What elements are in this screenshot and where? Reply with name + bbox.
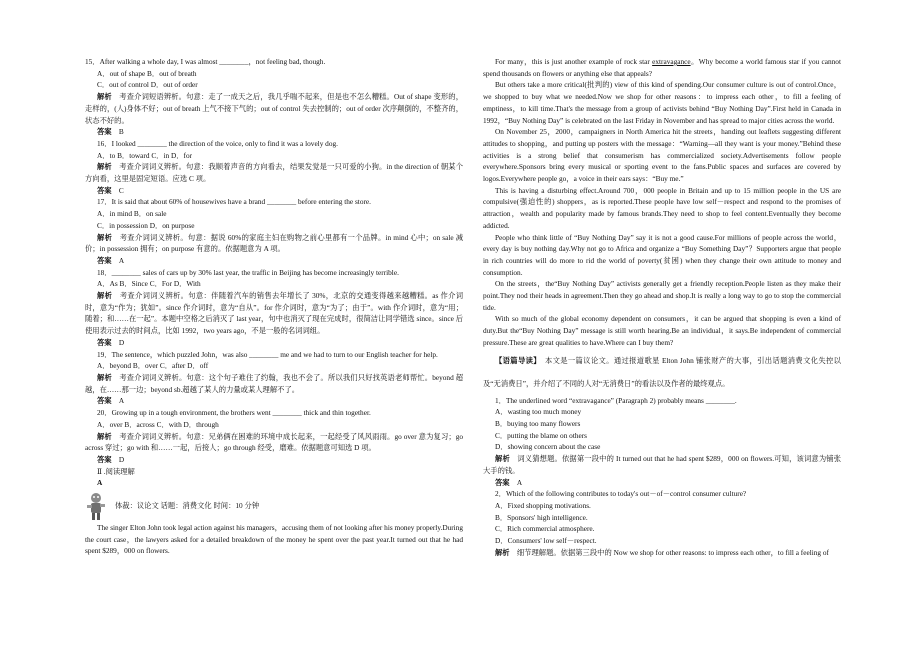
q17-options-2: C．in possession D．on purpose bbox=[97, 220, 195, 230]
q18-options: A．As B．Since C．For D．With bbox=[97, 279, 201, 289]
q15-explanation bbox=[85, 91, 463, 126]
rq1-explanation bbox=[483, 453, 841, 476]
explanation-text: 考查介词词义辨析。句意：伴随着汽车的销售去年增长了 30%，北京的交通变得越来越糟糕。as 作介词时，意为“作为；犹如”。since 作介词时，意为“自从”。for 作介词时，意为“为了；由于”。with 作介词时，意为“用；随着；和……在一起”。本题中空格之后消灭了 last year，句中也消灭了现在完成时，很简洁让同学错选 since。since 后使用表示过去的时间点，比如 1992，two years ago，不是一般的名词词组。 bbox=[85, 291, 463, 336]
passage-paragraph-5: This is having a disturbing effect.Around 700，000 people in Britain and up to 15 million people in the US are compulsive(强迫性的) shoppers，as is reported.These people have low self－respect and respond to the promises of attraction，wealth and popularity made by famous brands.They need to shop to feel content.Eventually they become addicted. bbox=[483, 185, 841, 230]
passage-paragraph-6: People who think little of “Buy Nothing Day” say it is not a good cause.For millions of people across the world，every day is buy nothing day.Why not go to Africa and organize a “Buy Something Day”？Supporters argue that people in rich countries will do more to rid the world of poverty(贫困) when they change their own attitude to money and consumption. bbox=[483, 232, 841, 277]
passage-header bbox=[85, 491, 463, 521]
explanation-text: 考查介词短语辨析。句意：走了一成天之后，我几乎喘不起来，但是也不怎么糟糕。Out of shape 变形的，走样的，(人)身体不好；out of breath 上气不接下气的；out of control 失去控制的；out of order 次序颠倒的，不整齐的，状态不好的。 bbox=[85, 92, 464, 125]
explanation-label: 解析 bbox=[97, 431, 112, 441]
left-column bbox=[85, 56, 463, 557]
rq1-option-b: B．buying too many flowers bbox=[495, 418, 581, 428]
explanation-text: 考查介词词义辨析。句意：这个句子难住了约翰，我也不会了。所以我们只好找英语老师帮忙。beyond 超越，在……那一边；beyond sb.超越了某人的力量或某人理解不了。 bbox=[85, 372, 463, 394]
section-title: Ⅱ .阅读理解 bbox=[97, 466, 135, 476]
answer-label: 答案 bbox=[495, 477, 510, 487]
explanation-label: 解析 bbox=[97, 232, 113, 242]
q19-stem: 19．The sentence，which puzzled John，was also ________ me and we had to turn to our English teacher for help. bbox=[97, 349, 438, 359]
discourse-guide bbox=[483, 349, 841, 395]
guide-text: 本文是一篇议论文。通过报道歌星 Elton John 铺张财产的大事，引出话题消费文化失控以及“无消费日”，并介绍了不同的人对“无消费日”的看法以及作者的最终观点。 bbox=[483, 355, 841, 388]
q15-stem: 15．After walking a whole day, I was almost ________，not feeling bad, though. bbox=[85, 57, 326, 66]
rq2-explanation bbox=[483, 547, 841, 559]
answer-value: A bbox=[118, 396, 125, 406]
answer-value: B bbox=[118, 127, 124, 137]
explanation-label: 解析 bbox=[495, 454, 510, 464]
passage-paragraph-4: On November 25，2000，campaigners in North America hit the streets，handing out leaflets suggesting different attitudes to shopping，and putting up posters with the message：“Warning—all they want is your money.”Behind these activities is a strong belief that consumerism has commercialized society.Advertisements follow people everywhere.Sponsors bring every musical or sporting event to the fans.Public spaces and surfaces are covered by logos.Everywhere people go，a voice in their ears says：“Buy me.” bbox=[483, 127, 841, 184]
q15-options-1: A．out of shape B．out of breath bbox=[97, 68, 197, 78]
answer-value: D bbox=[118, 337, 125, 347]
q20-explanation bbox=[85, 431, 463, 454]
q16-answer bbox=[85, 185, 463, 197]
answer-value: A bbox=[118, 255, 125, 265]
q15-options-2: C．out of control D．out of order bbox=[97, 80, 198, 90]
rq1-option-c: C．putting the blame on others bbox=[495, 430, 588, 440]
rq2-option-a: A．Fixed shopping motivations. bbox=[495, 500, 591, 510]
answer-label: 答案 bbox=[97, 337, 112, 347]
explanation-label: 解析 bbox=[97, 372, 112, 382]
section-a-label: A bbox=[97, 478, 103, 488]
answer-value: C bbox=[118, 185, 124, 195]
rq1-answer bbox=[483, 477, 841, 489]
q16-options: A．to B．toward C．in D．for bbox=[97, 150, 193, 160]
q17-explanation bbox=[85, 232, 463, 255]
q20-answer bbox=[85, 454, 463, 466]
passage-paragraph-2 bbox=[483, 56, 841, 79]
right-column bbox=[483, 56, 841, 558]
paragraph-text: For many，this is just another example of rock star bbox=[495, 57, 653, 66]
q18-explanation bbox=[85, 290, 463, 337]
explanation-label: 解析 bbox=[97, 291, 113, 301]
q17-options-1: A．in mind B．on sale bbox=[97, 209, 167, 219]
explanation-text: 考查介词词义辨析。句意：兄弟俩在困难的环境中成长起来，一起经受了风风雨雨。go over 意为复习；go across 穿过；go with 和……一起，后接人；go through 经受，磨难。依据题意可知选 D 项。 bbox=[85, 431, 463, 453]
answer-label: 答案 bbox=[97, 255, 112, 265]
paragraph-text: 。Why become a world famous star if you cannot spend thousands on flowers or anything else that appeals? bbox=[483, 57, 841, 78]
underlined-word: extravagance bbox=[652, 57, 691, 66]
rq1-option-d: D．showing concern about the case bbox=[495, 442, 601, 452]
q20-options: A．over B．across C．with D．through bbox=[97, 419, 219, 429]
rq2-option-c: C．Rich commercial atmosphere. bbox=[495, 524, 595, 534]
rq1-option-a: A．wasting too much money bbox=[495, 407, 582, 417]
passage-paragraph-3: But others take a more critical(批判的) view of this kind of spending.Our consumer culture is out of control.Once，we shopped to buy what we needed.Now we shop for other reasons：to impress each other，to fill a feeling of emptiness，to kill time.That's the message from a group of activists behind “Buy Nothing Day”.First held in Canada in 1992，“Buy Nothing Day” is celebrated on the last Friday in November and has spread to major cities across the world. bbox=[483, 80, 841, 125]
answer-label: 答案 bbox=[97, 127, 112, 137]
q15-answer bbox=[85, 126, 463, 138]
q17-answer bbox=[85, 255, 463, 267]
passage-meta: 体裁：议论文 话题：消费文化 时间：10 分钟 bbox=[115, 501, 260, 511]
answer-value: D bbox=[118, 454, 125, 464]
answer-label: 答案 bbox=[97, 454, 112, 464]
explanation-label: 解析 bbox=[97, 92, 112, 102]
q19-options: A．beyond B．over C．after D．off bbox=[97, 361, 209, 371]
q16-stem: 16．I looked ________ the direction of the voice, only to find it was a lovely dog. bbox=[97, 138, 338, 148]
answer-value: A bbox=[516, 477, 523, 487]
explanation-text: 细节理解题。依据第三段中的 Now we shop for other reasons: to impress each other，to fill a feeling of bbox=[516, 547, 829, 557]
explanation-text: 考查介词词义辨析。句意：我顺着声音的方向看去，结果发觉是一只可爱的小狗。in the direction of 朝某个方向看，这里是固定短语。应选 C 项。 bbox=[85, 162, 463, 184]
q18-answer bbox=[85, 337, 463, 349]
passage-paragraph-8: With so much of the global economy dependent on consumers，it can be argued that shopping is even a kind of duty.But the“Buy Nothing Day” message is still worth hearing.Be an individual，it says.Be independent of commercial pressure.These are great qualities to have.Where can I buy them? bbox=[483, 314, 841, 347]
q20-stem: 20．Growing up in a tough environment, the brothers went ________ thick and thin together. bbox=[97, 408, 371, 418]
explanation-text: 词义猜想题。依据第一段中的 It turned out that he had spent $289，000 on flowers.可知，该词意为铺张大手的钱。 bbox=[483, 454, 842, 475]
reading-mascot-icon bbox=[85, 491, 107, 521]
q19-explanation bbox=[85, 372, 463, 395]
rq2-stem: 2．Which of the following contributes to today's out－of－control consumer culture? bbox=[495, 489, 747, 499]
explanation-label: 解析 bbox=[495, 547, 510, 557]
passage-paragraph-1: The singer Elton John took legal action against his managers，accusing them of not looking after his money properly.During the court case，the lawyers asked for a detailed breakdown of the money he spent over the past year.It turned out that he had spent $289，000 on flowers. bbox=[85, 523, 463, 556]
guide-label: 【语篇导读】 bbox=[495, 355, 538, 365]
answer-label: 答案 bbox=[97, 396, 112, 406]
rq2-option-b: B．Sponsors' high intelligence. bbox=[495, 512, 588, 522]
q17-stem: 17．It is said that about 60% of housewives have a brand ________ before entering the store. bbox=[97, 197, 371, 207]
answer-label: 答案 bbox=[97, 185, 112, 195]
explanation-label: 解析 bbox=[97, 162, 112, 172]
q19-answer bbox=[85, 395, 463, 407]
q18-stem: 18．________ sales of cars up by 30% last year, the traffic in Beijing has become increasingly terrible. bbox=[97, 267, 399, 277]
rq2-option-d: D．Consumers' low self－respect. bbox=[495, 536, 597, 546]
passage-paragraph-7: On the streets，the“Buy Nothing Day” activists generally get a friendly reception.People listen as they make their point.They nod their heads in agreement.Then they go ahead and shop.It is really a long way to go to stop the commercial tide. bbox=[483, 279, 841, 312]
q16-explanation bbox=[85, 161, 463, 184]
explanation-text: 考查介词词义辨析。句意：据说 60%的家庭主妇在购物之前心里都有一个品牌。in mind 心中；on sale 减价；in possession 拥有；on purpose 有意的。依据题意为 A 项。 bbox=[85, 232, 464, 254]
rq1-stem: 1．The underlined word “extravagance” (Paragraph 2) probably means ________. bbox=[495, 395, 737, 405]
